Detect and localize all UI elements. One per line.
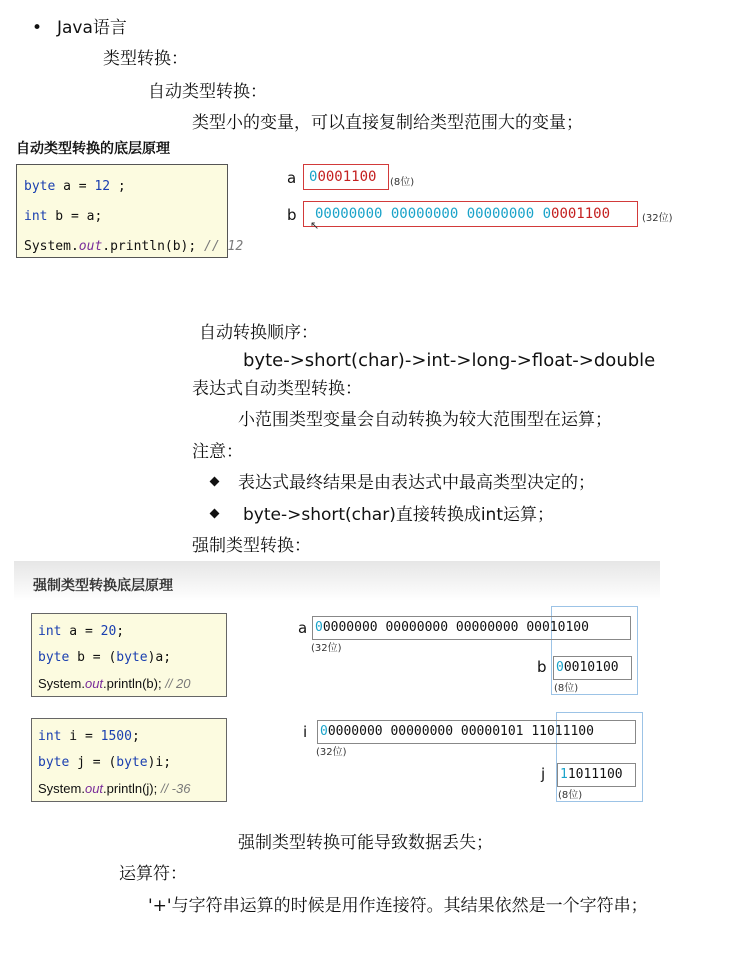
figure1-caption: 自动类型转换的底层原理 [16,141,170,157]
note-item-1: 表达式最终结果是由表达式中最高类型决定的； [238,473,595,493]
auto-conversion-title: 自动类型转换： [148,82,267,102]
code-line: int b = a; [24,209,103,224]
code-line: System.out.println(b); // 12 [24,239,244,254]
code-line: int i = 1500; [38,729,140,744]
var-a-bits: 00000000 00000000 00000000 00010100 [315,620,589,635]
figure2-code-box-1 [31,613,227,697]
var-b-label: b [537,658,547,676]
forced-conversion-title: 强制类型转换： [192,536,311,556]
figure2-code-box-2 [31,718,227,802]
conversion-order: byte->short(char)->int->long->float->double [243,350,656,371]
expr-conversion-title: 表达式自动类型转换： [192,379,362,399]
diamond-bullet-icon [210,477,220,487]
code-line: System.out.println(b); // 20 [38,676,191,691]
note-item-2: byte->short(char)直接转换成int运算； [243,505,554,525]
var-b-size: (32位) [642,213,673,224]
conversion-order-title: 自动转换顺序： [199,323,318,343]
code-line: System.out.println(j); // -36 [38,781,191,796]
var-i-label: i [303,723,308,741]
var-i-size: (32位) [316,747,347,758]
operator-title: 运算符： [119,864,187,884]
expr-conversion-desc: 小范围类型变量会自动转换为较大范围型在运算； [238,410,612,430]
code-line: int a = 20; [38,624,125,639]
var-j-bits: 11011100 [560,767,623,782]
cursor-icon: ↖ [310,219,320,232]
figure2-caption: 强制类型转换底层原理 [33,578,173,594]
code-line: byte a = 12 ; [24,179,126,194]
auto-conversion-desc: 类型小的变量，可以直接复制给类型范围大的变量； [192,113,583,133]
note-title: 注意： [192,442,243,462]
heading-java: Java语言 [57,18,127,38]
var-a-label: a [298,619,308,637]
var-b-bits: 00010100 [556,660,619,675]
var-a-bits: 00001100 [309,169,377,185]
var-a-label: a [287,169,297,187]
bullet-marker: • [32,18,43,38]
diamond-bullet-icon [210,509,220,519]
var-b-size: (8位) [554,683,579,694]
figure1-code-box [16,164,244,258]
var-i-bits: 00000000 00000000 00000101 11011100 [320,724,594,739]
type-conversion-title: 类型转换： [103,49,188,69]
var-a-size: (8位) [390,177,415,188]
var-b-bits: 00000000 00000000 00000000 00001100 [315,206,611,222]
operator-desc: '+'与字符串运算的时候是用作连接符。其结果依然是一个字符串； [148,896,648,916]
var-j-label: j [541,765,546,783]
var-b-label: b [287,206,297,224]
data-loss-note: 强制类型转换可能导致数据丢失； [238,833,493,853]
code-line: byte j = (byte)i; [38,755,172,770]
var-a-size: (32位) [311,643,342,654]
var-j-size: (8位) [558,790,583,801]
code-line: byte b = (byte)a; [38,650,172,665]
